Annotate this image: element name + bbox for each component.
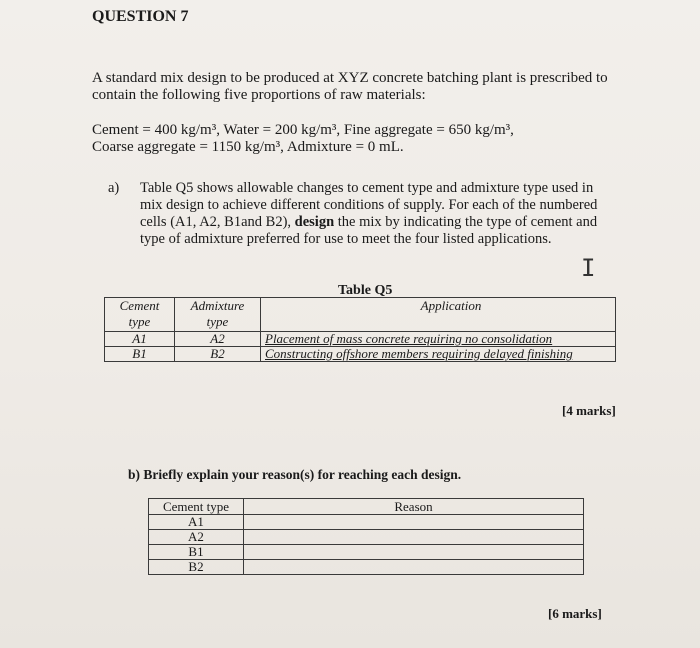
reason-table-header-row <box>149 499 584 515</box>
table-q5-header-row <box>105 298 616 332</box>
table-row <box>149 560 584 575</box>
cell-b2: B2 <box>175 347 261 362</box>
part-a-line-3-pre: cells (A1, A2, B1and B2), <box>140 214 295 230</box>
intro-line-1: A standard mix design to be produced at XYZ concrete batching plant is prescribed to <box>92 70 608 86</box>
intro-line-2: contain the following five proportions of raw materials: <box>92 87 426 103</box>
part-a-line-2: mix design to achieve different conditions of supply. For each of the numbered <box>140 197 598 213</box>
header-admixture-label: Admixture <box>190 298 245 313</box>
part-a-marks: [4 marks] <box>562 403 616 418</box>
table-q5-header-application: Application <box>261 298 616 332</box>
table-row <box>149 515 584 530</box>
header-cement-label: Cement <box>119 298 160 313</box>
reason-row-label: B2 <box>149 560 244 575</box>
table-q5-header-cement <box>105 298 175 332</box>
table-row <box>149 530 584 545</box>
reason-answer-cell[interactable] <box>244 530 584 545</box>
table-q5-title: Table Q5 <box>338 283 393 298</box>
text-cursor-icon: I <box>581 254 596 282</box>
reason-row-label: A2 <box>149 530 244 545</box>
table-row <box>149 545 584 560</box>
part-a-line-3-post: the mix by indicating the type of cement and <box>334 214 598 230</box>
proportions-line-2: Coarse aggregate = 1150 kg/m³, Admixture = 0 mL. <box>92 139 404 155</box>
table-q5-header-admixture <box>175 298 261 332</box>
reason-row-label: A1 <box>149 515 244 530</box>
intro-paragraph <box>92 70 608 104</box>
table-q5 <box>104 297 616 362</box>
reason-header-reason: Reason <box>244 499 584 515</box>
reason-answer-cell[interactable] <box>244 545 584 560</box>
cell-b1: B1 <box>105 347 175 362</box>
application-cell: Placement of mass concrete requiring no consolidation <box>261 332 616 347</box>
reason-header-cement-type: Cement type <box>149 499 244 515</box>
part-b-text: Briefly explain your reason(s) for reaching each design. <box>143 467 462 482</box>
application-cell: Constructing offshore members requiring delayed finishing <box>261 347 616 362</box>
part-a-line-1: Table Q5 shows allowable changes to cement type and admixture type used in <box>140 180 594 196</box>
cell-a1: A1 <box>105 332 175 347</box>
cell-a2: A2 <box>175 332 261 347</box>
reason-answer-cell[interactable] <box>244 560 584 575</box>
reason-row-label: B1 <box>149 545 244 560</box>
header-admixture-sub: type <box>206 314 229 329</box>
part-b-label: b) <box>128 467 141 482</box>
proportions-paragraph <box>92 122 514 156</box>
reason-table <box>148 498 584 575</box>
part-b-question <box>128 467 461 483</box>
design-keyword: design <box>294 214 335 230</box>
table-row <box>105 332 616 347</box>
reason-answer-cell[interactable] <box>244 515 584 530</box>
proportions-line-1: Cement = 400 kg/m³, Water = 200 kg/m³, Fine aggregate = 650 kg/m³, <box>92 122 514 138</box>
question-heading: QUESTION 7 <box>92 8 189 25</box>
part-a-line-4: type of admixture preferred for use to meet the four listed applications. <box>140 231 552 247</box>
header-cement-sub: type <box>128 314 151 329</box>
part-a-label: a) <box>108 180 120 196</box>
table-row <box>105 347 616 362</box>
part-b-marks: [6 marks] <box>548 606 602 621</box>
part-a-text <box>140 180 640 248</box>
part-a-line-3 <box>140 214 640 231</box>
